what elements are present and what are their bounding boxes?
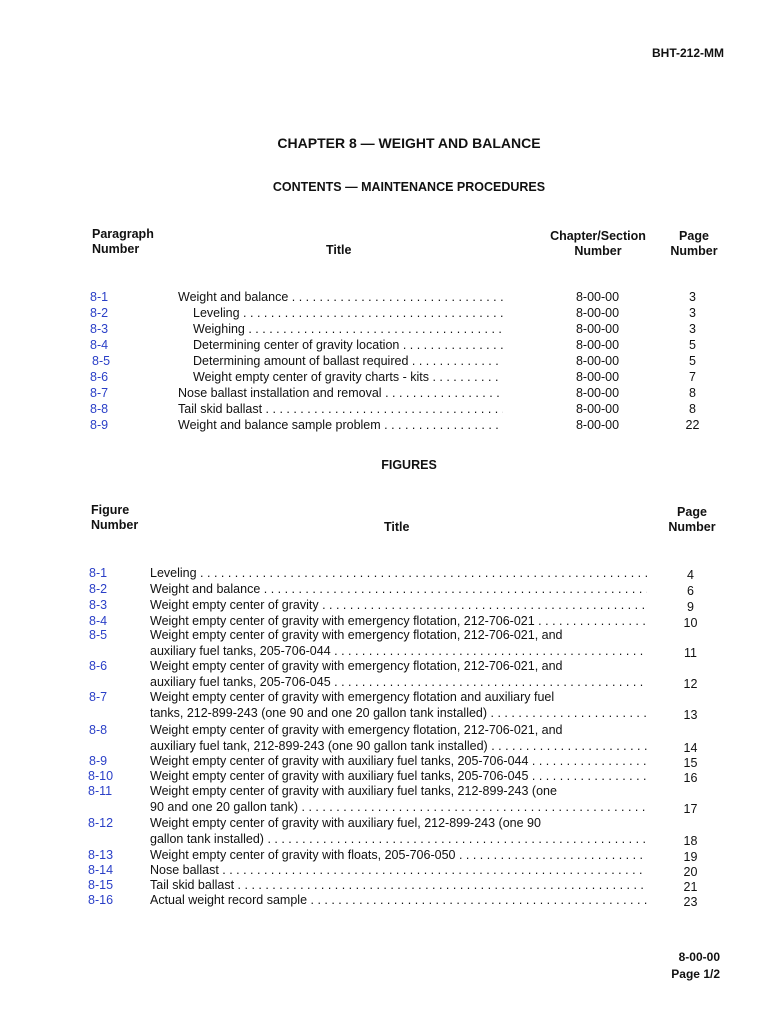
paragraph-title: Determining amount of ballast required . . . — [193, 353, 503, 369]
paragraph-page: 5 — [689, 354, 696, 368]
figure-title-line: Weight empty center of gravity with emergency flotation and auxiliary fuel — [150, 690, 555, 704]
paragraph-section: 8-00-00 — [575, 418, 620, 432]
figure-page: 23 — [683, 895, 698, 909]
paragraph-title: Weight and balance . . . — [178, 289, 503, 305]
paragraph-number: 8-4 — [90, 338, 109, 352]
figure-number: 8-4 — [89, 614, 108, 628]
paragraph-section: 8-00-00 — [575, 322, 620, 336]
figure-title-line: Weight empty center of gravity with floats, 205-706-050 . . . — [150, 847, 647, 863]
figure-page: 14 — [683, 741, 698, 755]
figure-page: 15 — [683, 756, 698, 770]
figure-page: 18 — [683, 834, 698, 848]
paragraph-number: 8-3 — [90, 322, 109, 336]
paragraph-row — [0, 321, 768, 337]
figure-page: 13 — [683, 708, 698, 722]
figure-page: 20 — [683, 865, 698, 879]
figure-title-line: Weight empty center of gravity with auxiliary fuel tanks, 205-706-044 . . . — [150, 753, 647, 769]
paragraph-number: 8-2 — [90, 306, 109, 320]
paragraph-number-header: Paragraph Number — [92, 227, 154, 256]
paragraph-number: 8-5 — [92, 354, 111, 368]
paragraph-number: 8-8 — [90, 402, 109, 416]
figures-heading: FIGURES — [381, 458, 437, 472]
paragraph-page: 5 — [689, 338, 696, 352]
figure-number: 8-8 — [89, 723, 108, 737]
figure-number: 8-14 — [88, 863, 114, 877]
paragraph-title: Nose ballast installation and removal . . . — [178, 385, 503, 401]
paragraph-section: 8-00-00 — [575, 306, 620, 320]
figure-page: 17 — [683, 802, 698, 816]
paragraph-page: 7 — [689, 370, 696, 384]
figure-number: 8-9 — [89, 754, 108, 768]
paragraph-title: Weight empty center of gravity charts - kits . . . — [193, 369, 503, 385]
paragraph-row — [0, 289, 768, 305]
figure-page: 19 — [683, 850, 698, 864]
figure-title-header: Title — [384, 520, 410, 534]
figure-number: 8-13 — [88, 848, 114, 862]
paragraph-section: 8-00-00 — [575, 370, 620, 384]
figure-title-line: auxiliary fuel tanks, 205-706-044 . . . — [150, 643, 647, 659]
figure-title-line: Weight and balance . . . — [150, 581, 647, 597]
figure-number: 8-10 — [88, 769, 114, 783]
figure-title-line: Nose ballast . . . — [150, 862, 647, 878]
contents-heading: CONTENTS — MAINTENANCE PROCEDURES — [272, 180, 546, 194]
paragraph-title: Weighing . . . — [193, 321, 503, 337]
figure-title-line: auxiliary fuel tank, 212-899-243 (one 90 gallon tank installed) . . . — [150, 738, 647, 754]
paragraph-row — [0, 305, 768, 321]
paragraph-number: 8-7 — [90, 386, 109, 400]
paragraph-row — [0, 385, 768, 401]
paragraph-page: 3 — [689, 322, 696, 336]
figure-title-line: auxiliary fuel tanks, 205-706-045 . . . — [150, 674, 647, 690]
paragraph-row — [0, 337, 768, 353]
paragraph-section: 8-00-00 — [575, 338, 620, 352]
figure-page-header: Page Number — [668, 505, 716, 534]
paragraph-title-header: Title — [326, 243, 352, 257]
figure-title-line: Actual weight record sample . . . — [150, 892, 647, 908]
paragraph-title: Leveling . . . — [193, 305, 503, 321]
figure-title-line: tanks, 212-899-243 (one 90 and one 20 gallon tank installed) . . . — [150, 705, 647, 721]
figure-title-line: Weight empty center of gravity with auxiliary fuel, 212-899-243 (one 90 — [150, 816, 541, 830]
figure-number: 8-5 — [89, 628, 108, 642]
chapter-section-header: Chapter/Section Number — [550, 229, 646, 258]
paragraph-page-header: Page Number — [670, 229, 718, 258]
figure-page: 21 — [683, 880, 698, 894]
figure-page: 11 — [684, 646, 697, 660]
paragraph-number: 8-1 — [90, 290, 109, 304]
figure-title-line: Weight empty center of gravity with auxiliary fuel tanks, 205-706-045 . . . — [150, 768, 647, 784]
footer-section: 8-00-00 — [678, 950, 720, 964]
figure-page: 16 — [683, 771, 698, 785]
figure-title-line: Weight empty center of gravity with emergency flotation, 212-706-021, and — [150, 659, 563, 673]
paragraph-page: 8 — [689, 386, 696, 400]
figure-page: 12 — [683, 677, 698, 691]
paragraph-row — [0, 369, 768, 385]
paragraph-number: 8-9 — [90, 418, 109, 432]
figure-number: 8-3 — [89, 598, 108, 612]
paragraph-title: Weight and balance sample problem . . . — [178, 417, 503, 433]
figure-title-line: gallon tank installed) . . . — [150, 831, 647, 847]
paragraph-title: Tail skid ballast . . . — [178, 401, 503, 417]
figure-title-line: Weight empty center of gravity with auxiliary fuel tanks, 212-899-243 (one — [150, 784, 557, 798]
paragraph-page: 8 — [689, 402, 696, 416]
figure-number: 8-6 — [89, 659, 108, 673]
document-id: BHT-212-MM — [651, 46, 724, 60]
figure-title-line: Weight empty center of gravity . . . — [150, 597, 647, 613]
figure-title-line: Weight empty center of gravity with emergency flotation, 212-706-021, and — [150, 628, 563, 642]
figure-title-line: 90 and one 20 gallon tank) . . . — [150, 799, 647, 815]
paragraph-number: 8-6 — [90, 370, 109, 384]
paragraph-page: 22 — [685, 418, 700, 432]
figure-page: 9 — [687, 600, 694, 614]
figure-number: 8-11 — [88, 784, 113, 798]
figure-number: 8-16 — [88, 893, 114, 907]
paragraph-row — [0, 353, 768, 369]
paragraph-page: 3 — [689, 290, 696, 304]
figure-number: 8-12 — [88, 816, 114, 830]
paragraph-row — [0, 417, 768, 433]
figure-number: 8-15 — [88, 878, 114, 892]
figure-page: 4 — [687, 568, 694, 582]
figure-title-line: Weight empty center of gravity with emergency flotation, 212-706-021 . . . — [150, 613, 647, 629]
figure-number: 8-2 — [89, 582, 108, 596]
figure-page: 10 — [683, 616, 698, 630]
figure-title-line: Weight empty center of gravity with emergency flotation, 212-706-021, and — [150, 723, 563, 737]
figure-number: 8-1 — [89, 566, 108, 580]
figure-title-line: Leveling . . . — [150, 565, 647, 581]
paragraph-row — [0, 401, 768, 417]
figure-number: 8-7 — [89, 690, 108, 704]
paragraph-section: 8-00-00 — [575, 402, 620, 416]
paragraph-section: 8-00-00 — [575, 386, 620, 400]
chapter-title: CHAPTER 8 — WEIGHT AND BALANCE — [277, 135, 541, 151]
paragraph-section: 8-00-00 — [575, 354, 620, 368]
figure-page: 6 — [687, 584, 694, 598]
paragraph-title: Determining center of gravity location . . . — [193, 337, 503, 353]
paragraph-section: 8-00-00 — [575, 290, 620, 304]
figure-title-line: Tail skid ballast . . . — [150, 877, 647, 893]
footer-page: Page 1/2 — [671, 967, 720, 981]
paragraph-page: 3 — [689, 306, 696, 320]
figure-number-header: Figure Number — [91, 503, 139, 532]
